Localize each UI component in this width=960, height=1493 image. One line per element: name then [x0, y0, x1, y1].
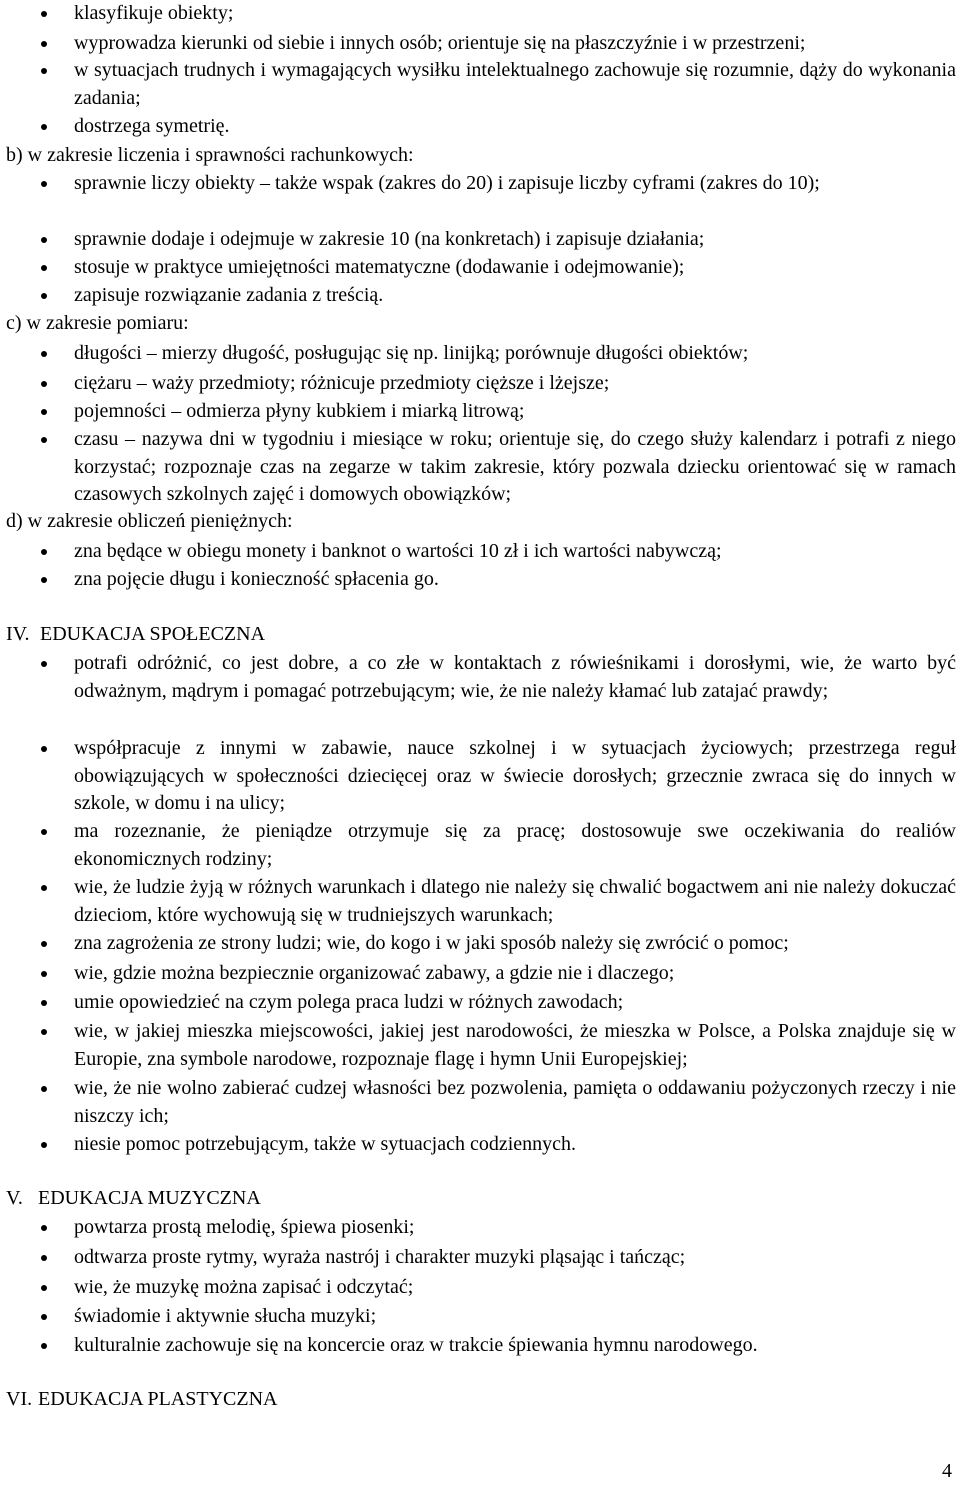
list-item: wie, że ludzie żyją w różnych warunkach i dlatego nie należy się chwalić bogactwem ani nie należy dokuczać dzieciom, które wychowują się w trudniejszych warunkach; — [74, 874, 956, 929]
section-title: EDUKACJA PLASTYCZNA — [38, 1388, 278, 1410]
subsection-heading-d: d) w zakresie obliczeń pieniężnych: — [6, 510, 293, 532]
list-item: świadomie i aktywnie słucha muzyki; — [74, 1303, 956, 1331]
list-item: stosuje w praktyce umiejętności matematyczne (dodawanie i odejmowanie); — [74, 254, 956, 282]
page-number: 4 — [942, 1460, 952, 1482]
list-item: wie, że nie wolno zabierać cudzej własności bez pozwolenia, pamięta o oddawaniu pożyczonych rzeczy i nie niszczy ich; — [74, 1075, 956, 1130]
section-number: V. — [6, 1187, 23, 1209]
list-item: zna będące w obiegu monety i banknot o wartości 10 zł i ich wartości nabywczą; — [74, 538, 956, 566]
list-item: zna zagrożenia ze strony ludzi; wie, do kogo i w jaki sposób należy się zwrócić o pomoc; — [74, 930, 956, 958]
list-item: zna pojęcie długu i konieczność spłacenia go. — [74, 566, 956, 594]
section-heading-vi — [6, 1386, 277, 1414]
section-number: VI. — [6, 1388, 33, 1410]
subsection-heading-c: c) w zakresie pomiaru: — [6, 312, 189, 334]
list-item: wyprowadza kierunki od siebie i innych osób; orientuje się na płaszczyźnie i w przestrzeni; — [74, 30, 956, 58]
list-item: powtarza prostą melodię, śpiewa piosenki; — [74, 1214, 956, 1242]
list-item: zapisuje rozwiązanie zadania z treścią. — [74, 282, 956, 310]
list-item: niesie pomoc potrzebującym, także w sytuacjach codziennych. — [74, 1131, 956, 1159]
list-item: wie, że muzykę można zapisać i odczytać; — [74, 1274, 956, 1302]
list-item: kulturalnie zachowuje się na koncercie oraz w trakcie śpiewania hymnu narodowego. — [74, 1332, 956, 1360]
list-item: długości – mierzy długość, posługując się np. linijką; porównuje długości obiektów; — [74, 340, 956, 368]
list-item: sprawnie dodaje i odejmuje w zakresie 10 (na konkretach) i zapisuje działania; — [74, 226, 956, 254]
section-title: EDUKACJA MUZYCZNA — [38, 1187, 261, 1209]
subsection-heading-b: b) w zakresie liczenia i sprawności rachunkowych: — [6, 144, 414, 166]
section-heading-iv — [6, 621, 265, 649]
section-heading-v — [6, 1185, 261, 1213]
list-item: odtwarza proste rytmy, wyraża nastrój i charakter muzyki pląsając i tańcząc; — [74, 1244, 956, 1272]
list-item: sprawnie liczy obiekty – także wspak (zakres do 20) i zapisuje liczby cyframi (zakres do 10); — [74, 170, 956, 198]
list-item: umie opowiedzieć na czym polega praca ludzi w różnych zawodach; — [74, 989, 956, 1017]
list-item: w sytuacjach trudnych i wymagających wysiłku intelektualnego zachowuje się rozumnie, dąży do wykonania zadania; — [74, 57, 956, 112]
list-item: czasu – nazywa dni w tygodniu i miesiące w roku; orientuje się, do czego służy kalendarz i potrafi z niego korzystać; rozpoznaje czas na zegarze w takim zakresie, który pozwala dziecku orientować się w ramach czasowych szkolnych zajęć i domowych obowiązków; — [74, 426, 956, 509]
list-item: współpracuje z innymi w zabawie, nauce szkolnej i w sytuacjach życiowych; przestrzega reguł obowiązujących w społeczności dziecięcej oraz w świecie dorosłych; grzecznie zwraca się do innych w szkole, w domu i na ulicy; — [74, 735, 956, 818]
list-item: potrafi odróżnić, co jest dobre, a co złe w kontaktach z rówieśnikami i dorosłymi, wie, że warto być odważnym, mądrym i pomagać potrzebującym; wie, że nie należy kłamać lub zatajać prawdy; — [74, 650, 956, 705]
list-item: wie, gdzie można bezpiecznie organizować zabawy, a gdzie nie i dlaczego; — [74, 960, 956, 988]
list-item: wie, w jakiej mieszka miejscowości, jakiej jest narodowości, że mieszka w Polsce, a Polska znajduje się w Europie, zna symbole narodowe, rozpoznaje flagę i hymn Unii Europejskiej; — [74, 1018, 956, 1073]
list-item: klasyfikuje obiekty; — [74, 0, 956, 28]
list-item: ciężaru – waży przedmioty; różnicuje przedmioty cięższe i lżejsze; — [74, 370, 956, 398]
list-item: ma rozeznanie, że pieniądze otrzymuje się za pracę; dostosowuje swe oczekiwania do realiów ekonomicznych rodziny; — [74, 818, 956, 873]
list-item: pojemności – odmierza płyny kubkiem i miarką litrową; — [74, 398, 956, 426]
section-title: EDUKACJA SPOŁECZNA — [40, 623, 266, 645]
section-number: IV. — [6, 623, 30, 645]
list-item: dostrzega symetrię. — [74, 113, 956, 141]
